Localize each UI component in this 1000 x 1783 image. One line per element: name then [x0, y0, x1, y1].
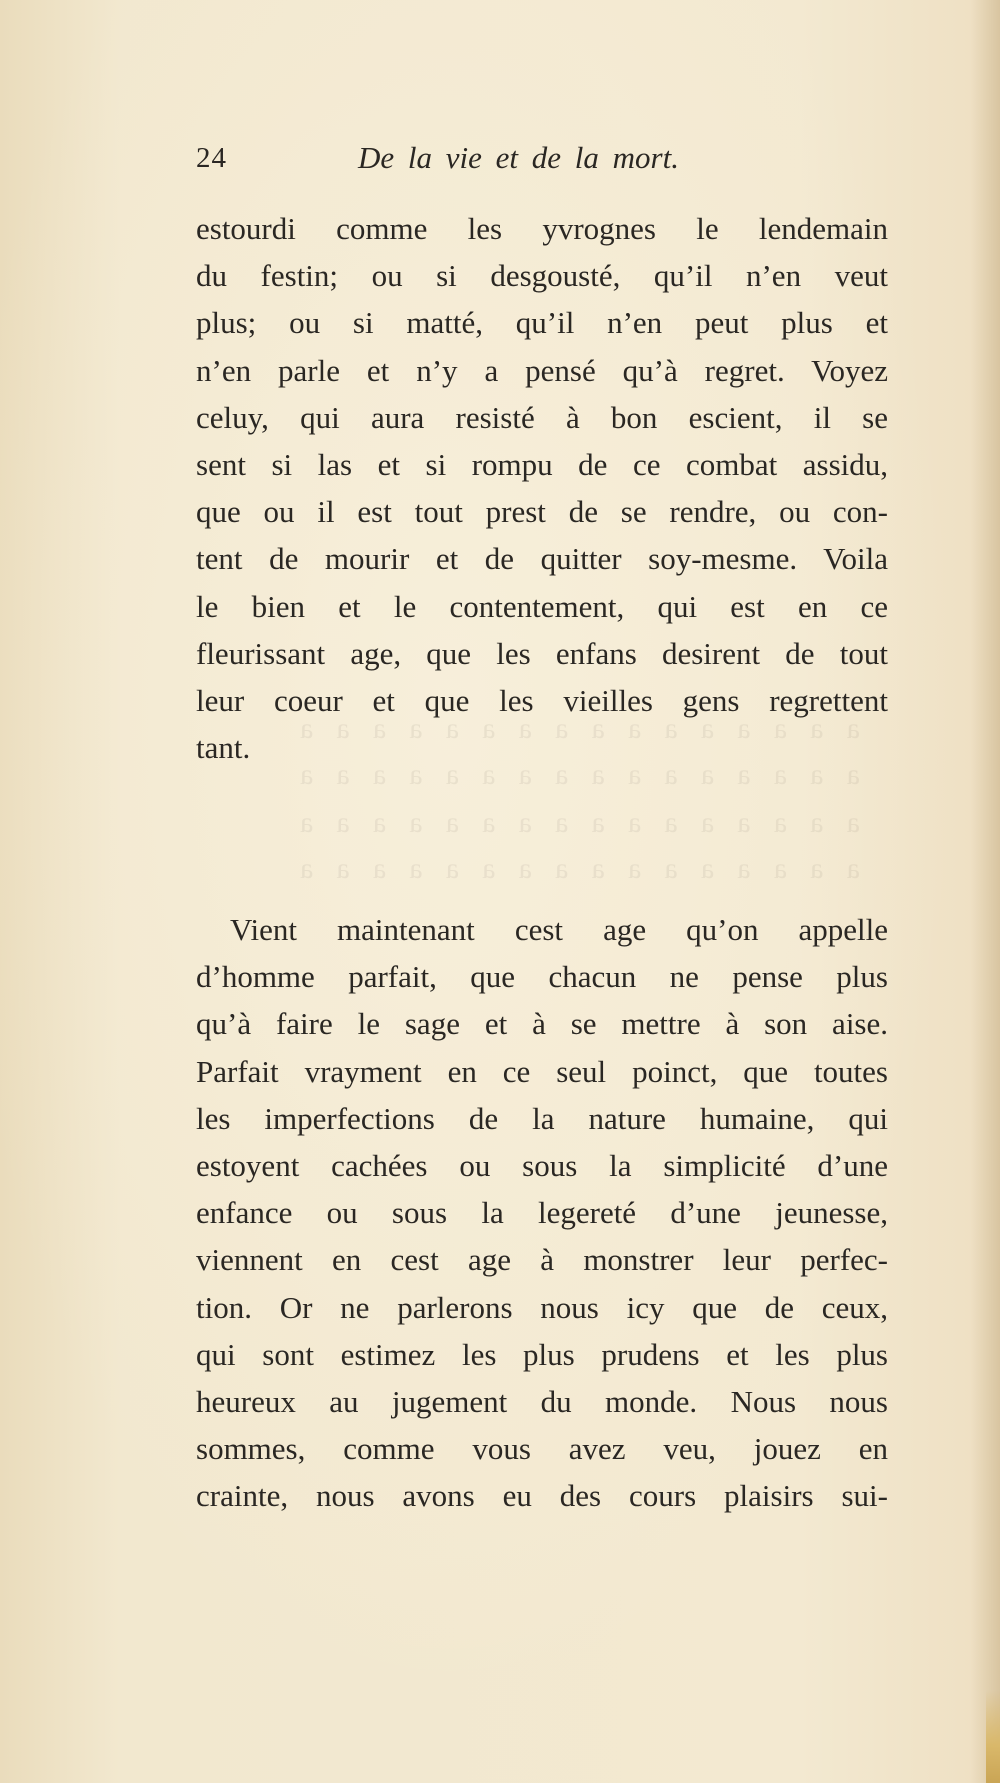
text-line: tant.: [196, 730, 251, 766]
text-line: heureux au jugement du monde. Nous nous: [196, 1383, 888, 1419]
text-line: qui sont estimez les plus prudens et les plus: [196, 1336, 888, 1372]
page-edge: [986, 1690, 1000, 1783]
text-line: estourdi comme les yvrognes le lendemain: [196, 211, 888, 246]
paragraph-continued: [196, 205, 888, 771]
text-line: sommes, comme vous avez veu, jouez en: [196, 1431, 888, 1467]
text-line: d’homme parfait, que chacun ne pense plus: [196, 959, 888, 995]
text-line: fleurissant age, que les enfans desirent de tout: [196, 635, 888, 671]
text-line: plus; ou si matté, qu’il n’en peut plus et: [196, 305, 888, 341]
text-line: le bien et le contentement, qui est en ce: [196, 588, 888, 624]
text-line: enfance ou sous la legereté d’une jeunesse,: [196, 1195, 888, 1231]
text-line: leur coeur et que les vieilles gens regrettent: [196, 682, 888, 718]
show-through-text: a a a a a a a a a a a a a a a a: [300, 712, 860, 745]
show-through-text: a a a a a a a a a a a a a a a a: [300, 806, 860, 839]
text-line: estoyent cachées ou sous la simplicité d’une: [196, 1147, 888, 1183]
paragraph-new: [196, 906, 888, 1519]
page-number: 24: [196, 142, 227, 174]
text-line: Parfait vrayment en ce seul poinct, que toutes: [196, 1053, 888, 1089]
page-header: [196, 142, 916, 186]
text-line: celuy, qui aura resisté à bon escient, il se: [196, 399, 888, 435]
text-line: viennent en cest age à monstrer leur perfec-: [196, 1242, 888, 1278]
text-line: sent si las et si rompu de ce combat assidu,: [196, 446, 888, 482]
text-line: du festin; ou si desgousté, qu’il n’en veut: [196, 258, 888, 294]
show-through-text: a a a a a a a a a a a a a a a a: [300, 852, 860, 885]
running-title: De la vie et de la mort.: [358, 140, 679, 175]
text-line: tent de mourir et de quitter soy-mesme. Voila: [196, 541, 888, 577]
text-line: que ou il est tout prest de se rendre, ou con-: [196, 494, 888, 530]
text-line: tion. Or ne parlerons nous icy que de ceux,: [196, 1289, 888, 1325]
text-line: qu’à faire le sage et à se mettre à son aise.: [196, 1006, 888, 1042]
page-fold-shadow: [970, 0, 1000, 1783]
show-through-text: a a a a a a a a a a a a a a a a: [300, 758, 860, 791]
text-line: crainte, nous avons eu des cours plaisirs sui-: [196, 1478, 888, 1514]
text-line: les imperfections de la nature humaine, qui: [196, 1100, 888, 1136]
text-line: Vient maintenant cest age qu’on appelle: [230, 912, 888, 947]
text-line: n’en parle et n’y a pensé qu’à regret. Voyez: [196, 352, 888, 388]
